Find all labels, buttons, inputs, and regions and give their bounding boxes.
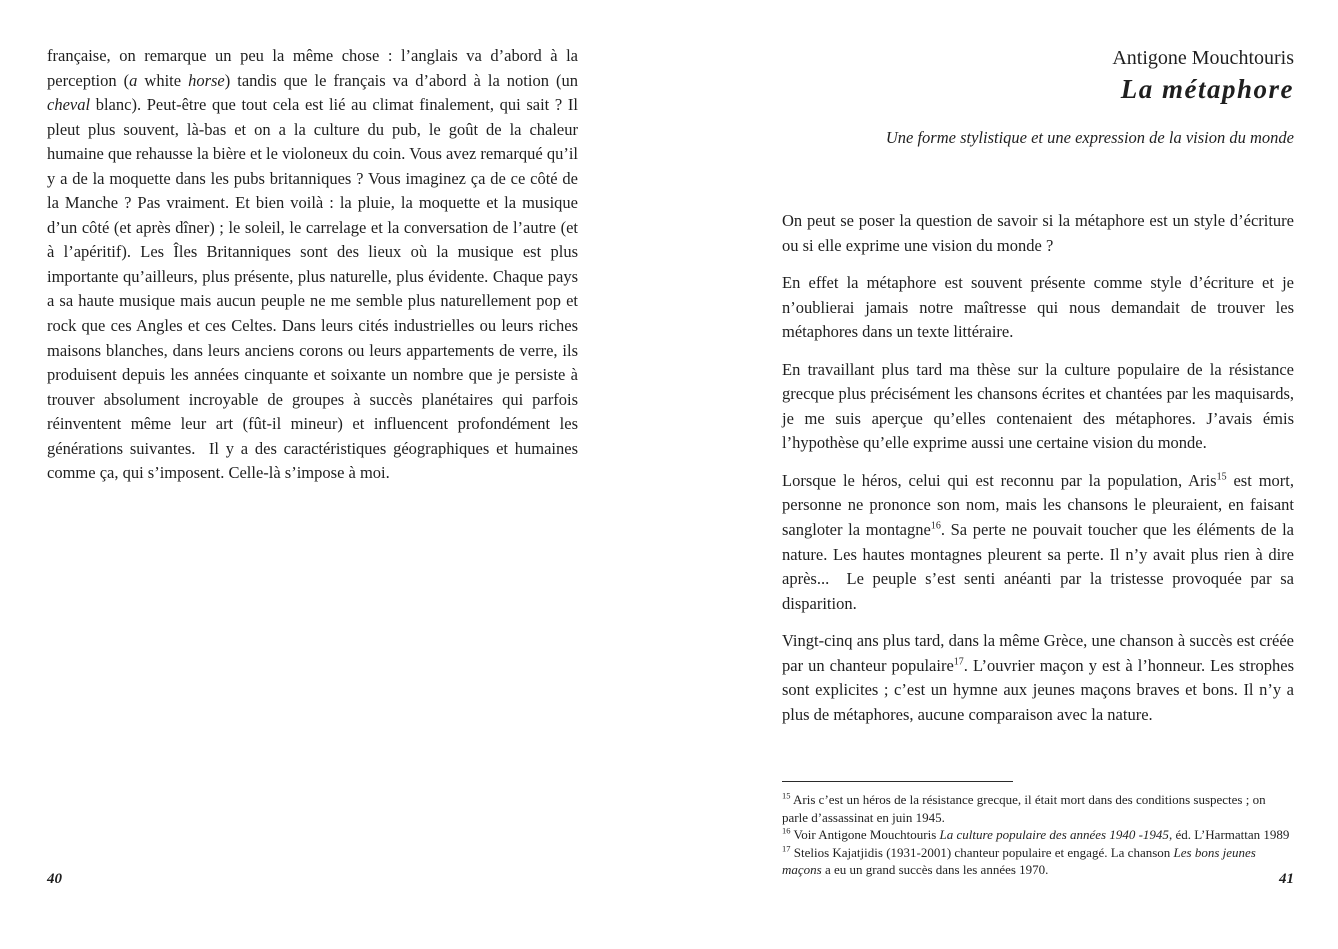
body-paragraph: En travaillant plus tard ma thèse sur la culture populaire de la résistance grecque plus précisément les chansons écrites et chantées par les maquisards, je me suis aperçue qu’elles contenaient des métaphores. J’avais émis l’hypothèse qu’elle exprime aussi une certaine vision du monde. bbox=[782, 359, 1294, 453]
footnote-separator-rule bbox=[782, 781, 1013, 782]
footnote: $^{15}$ Aris c’est un héros de la résistance grecque, il était mort dans des conditions suspectes ; on parle d’assassinat en juin 1945. bbox=[782, 790, 1266, 825]
body-paragraph: Lorsque le héros, celui qui est reconnu par la population, Aris$^{15}$ est mort, personne ne prononce son nom, mais les chansons le pleuraient, en faisant sangloter la montagne$^{16}$. Sa perte ne pouvait toucher que les éléments de la nature. Les hautes montagnes pleurent sa perte. Il n’y avait plus rien à dire après... Le peuple s’est senti anéanti par la tristesse provoquée par sa disparition. bbox=[782, 470, 1294, 613]
left-page-body-paragraph: française, on remarque un peu la même chose : l’anglais va d’abord à la perception (a white horse) tandis que le français va d’abord à la notion (un cheval blanc). Peut-être que tout cela est lié au climat finalement, qui sait ? Il pleut plus souvent, là-bas et on a la culture du pub, le goût de la chaleur humaine que rehausse la bière et le violoneux du coin. Vous avez remarqué qu’il y a de la moquette dans les pubs britanniques ? Vous imaginez ça de ce côté de la Manche ? Pas vraiment. Et bien voilà : la pluie, la moquette et la musique d’un côté (et après dîner) ; le soleil, le carrelage et la conversation de l’autre (et à l’apéritif). Les Îles Britanniques sont des lieux où la musique est plus importante qu’ailleurs, plus présente, plus naturelle, plus évidente. Chaque pays a sa haute musique mais aucun peuple ne me semble plus naturellement pop et rock que ces Angles et ces Celtes. Dans leurs cités industrielles ou leurs riches maisons blanches, dans leurs anciens corons ou leurs appartements de verre, ils produisent depuis les années cinquante et soixante un nombre que je persiste à trouver absolument incroyable de groupes à succès planétaires qui parfois réinventent même leur art (fût-il mineur) et influencent profondément les générations suivantes. Il y a des caractéristiques géographiques et humaines comme ça, qui s’imposent. Celle-là s’impose à moi. bbox=[47, 46, 578, 483]
right-page-body bbox=[782, 209, 1294, 727]
footnote: $^{16}$ Voir Antigone Mouchtouris La culture populaire des années 1940 -1945, éd. L’Harmattan 1989 bbox=[782, 825, 1290, 842]
essay-subtitle: Une forme stylistique et une expression de la vision du monde bbox=[885, 128, 1294, 147]
page-number-left: 40 bbox=[47, 871, 62, 887]
body-paragraph: On peut se poser la question de savoir si la métaphore est un style d’écriture ou si elle exprime une vision du monde ? bbox=[782, 211, 1294, 255]
author-name: Antigone Mouchtouris bbox=[1112, 47, 1294, 69]
right-page bbox=[782, 45, 1294, 740]
page-number-right: 41 bbox=[1279, 871, 1294, 887]
footnote: $^{17}$ Stelios Kajatjidis (1931-2001) chanteur populaire et engagé. La chanson Les bons jeunes maçons a eu un grand succès dans les années 1970. bbox=[782, 843, 1256, 877]
essay-title: La métaphore bbox=[1120, 74, 1294, 104]
body-paragraph: Vingt-cinq ans plus tard, dans la même Grèce, une chanson à succès est créée par un chanteur populaire$^{17}$. L’ouvrier maçon y est à l’honneur. Les strophes sont explicites ; c’est un hymne aux jeunes maçons braves et bons. Il n’y a plus de métaphores, aucune comparaison avec la nature. bbox=[782, 631, 1294, 724]
body-paragraph: En effet la métaphore est souvent présente comme style d’écriture et je n’oublierai jamais notre maîtresse qui nous demandait de trouver les métaphores dans un texte littéraire. bbox=[782, 273, 1294, 342]
footnotes-block bbox=[782, 781, 1294, 879]
